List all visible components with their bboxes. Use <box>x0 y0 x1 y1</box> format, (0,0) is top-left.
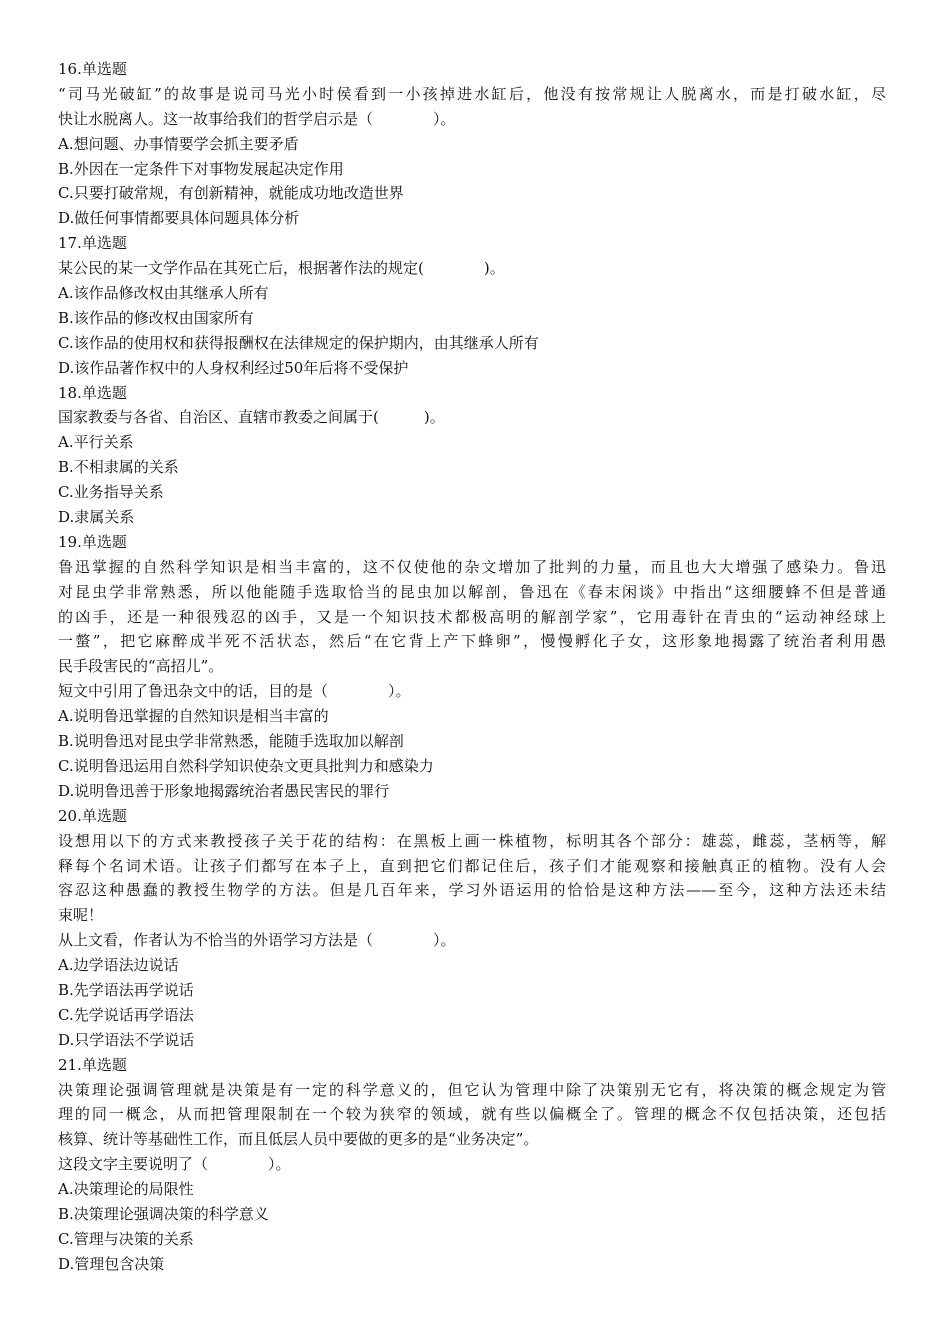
answer-option: A.边学语法边说话 <box>58 956 179 975</box>
question-block <box>58 381 886 530</box>
question-stem-line: “司马光破缸”的故事是说司马光小时侯看到一小孩掉进水缸后，他没有按常规让人脱离水，而是打破水缸，尽 <box>58 84 886 103</box>
question-stem-line: 对昆虫学非常熟悉，所以他能随手选取恰当的昆虫加以解剖，鲁迅在《春末闲谈》中指出“这细腰蜂不但是普通 <box>58 582 886 601</box>
question-stem-line: 一螫”，把它麻醉成半死不活状态，然后“在它背上产下蜂卵”，慢慢孵化子女，这形象地揭露了统治者利用愚 <box>58 632 886 651</box>
question-stem-line: 的凶手，还是一种很残忍的凶手，又是一个知识技术都极高明的解剖学家”，它用毒针在青虫的“运动神经球上 <box>58 607 886 626</box>
answer-option: D.做任何事情都要具体问题具体分析 <box>58 209 300 228</box>
answer-option: C.业务指导关系 <box>58 483 164 502</box>
question-stem-line: 短文中引用了鲁迅杂文中的话，目的是（ ）。 <box>58 682 411 701</box>
question-stem-line: 释每个名词术语。让孩子们都写在本子上，直到把它们都记住后，孩子们才能观察和接触真正的植物。没有人会 <box>58 856 886 875</box>
question-stem-line: 核算、统计等基础性工作，而且低层人员中要做的更多的是“业务决定”。 <box>58 1130 539 1149</box>
question-stem-line: 民手段害民的“高招儿”。 <box>58 657 224 676</box>
question-document <box>58 57 886 1277</box>
question-header: 16.单选题 <box>58 60 127 78</box>
answer-option: D.该作品著作权中的人身权利经过50年后将不受保护 <box>58 358 409 377</box>
question-block <box>58 231 886 380</box>
question-header: 17.单选题 <box>58 234 127 253</box>
question-block <box>58 57 886 231</box>
answer-option: A.决策理论的局限性 <box>58 1180 194 1199</box>
answer-option: D.管理包含决策 <box>58 1254 165 1273</box>
answer-option: A.想问题、办事情要学会抓主要矛盾 <box>58 134 299 153</box>
answer-option: B.外因在一定条件下对事物发展起决定作用 <box>58 159 344 178</box>
question-stem-line: 快让水脱离人。这一故事给我们的哲学启示是（ ）。 <box>58 109 456 128</box>
answer-option: B.该作品的修改权由国家所有 <box>58 308 254 327</box>
question-header: 18.单选题 <box>58 383 127 402</box>
answer-option: A.该作品修改权由其继承人所有 <box>58 284 269 303</box>
answer-option: A.说明鲁迅掌握的自然知识是相当丰富的 <box>58 707 329 726</box>
answer-option: B.不相隶属的关系 <box>58 458 179 477</box>
answer-option: D.只学语法不学说话 <box>58 1030 195 1049</box>
question-block <box>58 530 886 804</box>
answer-option: C.说明鲁迅运用自然科学知识使杂文更具批判力和感染力 <box>58 756 434 775</box>
question-stem-line: 鲁迅掌握的自然科学知识是相当丰富的，这不仅使他的杂文增加了批判的力量，而且也大大增强了感染力。鲁迅 <box>58 557 886 576</box>
question-stem-line: 这段文字主要说明了（ ）。 <box>58 1155 291 1174</box>
answer-option: B.先学语法再学说话 <box>58 980 194 999</box>
answer-option: D.隶属关系 <box>58 508 135 527</box>
answer-option: C.该作品的使用权和获得报酬权在法律规定的保护期内，由其继承人所有 <box>58 333 539 352</box>
question-stem-line: 束呢！ <box>58 906 104 925</box>
answer-option: B.决策理论强调决策的科学意义 <box>58 1204 269 1223</box>
answer-option: A.平行关系 <box>58 433 134 452</box>
answer-option: D.说明鲁迅善于形象地揭露统治者愚民害民的罪行 <box>58 781 390 800</box>
question-stem-line: 理的同一概念，从而把管理限制在一个较为狭窄的领域，就有些以偏概全了。管理的概念不仅包括决策，还包括 <box>58 1105 886 1124</box>
answer-option: C.管理与决策的关系 <box>58 1229 194 1248</box>
answer-option: B.说明鲁迅对昆虫学非常熟悉，能随手选取加以解剖 <box>58 732 404 751</box>
question-stem-line: 设想用以下的方式来教授孩子关于花的结构：在黑板上画一株植物，标明其各个部分：雄蕊，雌蕊，茎柄等，解 <box>58 831 886 850</box>
question-stem-line: 容忍这种愚蠢的教授生物学的方法。但是几百年来，学习外语运用的恰恰是这种方法——至今，这种方法还未结 <box>58 881 886 900</box>
question-block <box>58 804 886 1053</box>
question-header: 20.单选题 <box>58 806 127 825</box>
question-block <box>58 1053 886 1277</box>
answer-option: C.先学说话再学语法 <box>58 1005 194 1024</box>
question-stem-line: 某公民的某一文学作品在其死亡后，根据著作法的规定( )。 <box>58 259 505 278</box>
question-header: 19.单选题 <box>58 532 127 551</box>
question-header: 21.单选题 <box>58 1055 127 1074</box>
question-stem-line: 决策理论强调管理就是决策是有一定的科学意义的，但它认为管理中除了决策别无它有，将决策的概念规定为管 <box>58 1080 886 1099</box>
answer-option: C.只要打破常规，有创新精神，就能成功地改造世界 <box>58 184 404 203</box>
question-stem-line: 国家教委与各省、自治区、直辖市教委之间属于( )。 <box>58 408 445 427</box>
question-stem-line: 从上文看，作者认为不恰当的外语学习方法是（ ）。 <box>58 931 456 950</box>
